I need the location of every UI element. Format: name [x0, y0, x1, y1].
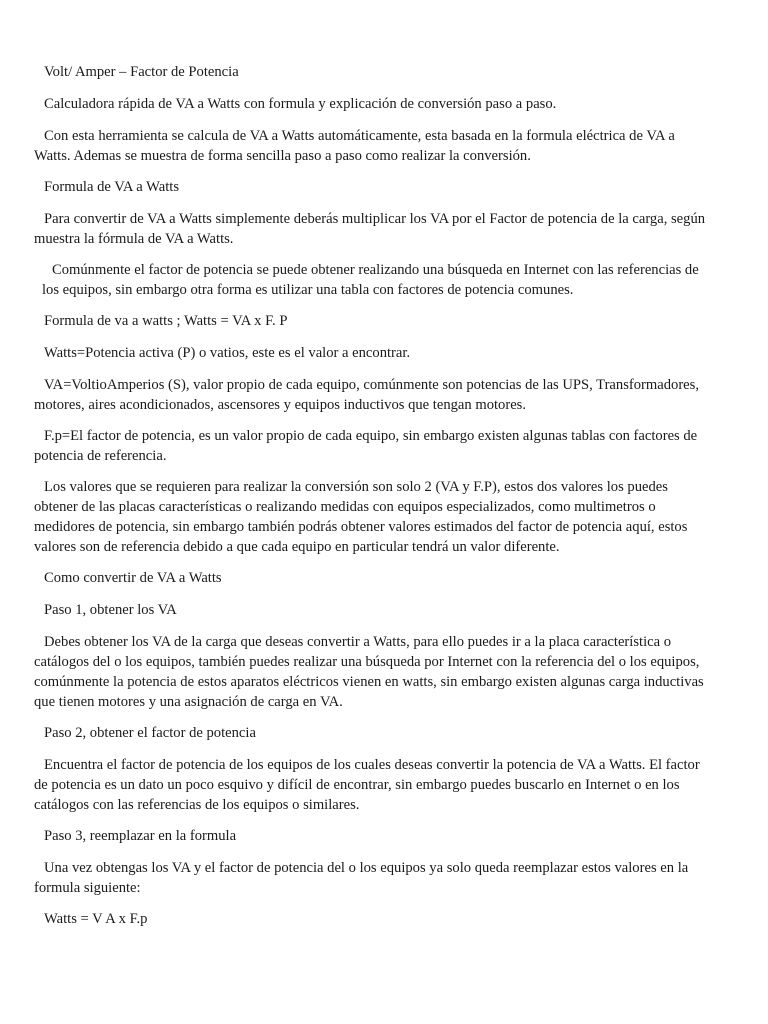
- step1-paragraph: Debes obtener los VA de la carga que deseas convertir a Watts, para ello puedes ir a la placa característica o catálogos del o los equipos, también puedes realizar una búsqueda por Internet con la referencia del o los equipos, comúnmente la potencia de estos aparatos eléctricos vienen en watts, sin embargo existen algunas carga inductivas que tienen motores y una asignación de carga en VA.: [34, 634, 704, 710]
- va-definition: VA=VoltioAmperios (S), valor propio de cada equipo, comúnmente son potencias de las UPS, Transformadores, motores, aires acondicionados, ascensores y equipos inductivos que tengan motores.: [34, 377, 699, 413]
- fp-definition: F.p=El factor de potencia, es un valor propio de cada equipo, sin embargo existen algunas tablas con factores de potencia de referencia.: [34, 428, 698, 464]
- document-title: Volt/ Amper – Factor de Potencia: [44, 64, 239, 80]
- step2-paragraph: Encuentra el factor de potencia de los equipos de los cuales deseas convertir la potencia de VA a Watts. El factor de potencia es un dato un poco esquivo y difícil de encontrar, sin embargo puedes buscarlo en Internet o en los catálogos con las referencias de los equipos o similares.: [34, 757, 700, 813]
- tool-description-paragraph: Con esta herramienta se calcula de VA a Watts automáticamente, esta basada en la formula eléctrica de VA a Watts. Ademas se muestra de forma sencilla paso a paso como realizar la conversión.: [34, 128, 675, 164]
- watts-definition: Watts=Potencia activa (P) o vatios, este es el valor a encontrar.: [44, 345, 411, 361]
- required-values-paragraph: Los valores que se requieren para realizar la conversión son solo 2 (VA y F.P), estos dos valores los puedes obtener de las placas características o realizando medidas con equipos especializados, como multimetros o medidores de potencia, sin embargo también podrás obtener valores estimados del factor de potencia aquí, estos valores son de referencia debido a que cada equipo en particular tendrá un valor diferente.: [34, 479, 688, 555]
- step3-heading: Paso 3, reemplazar en la formula: [44, 828, 237, 844]
- conversion-paragraph: Para convertir de VA a Watts simplemente deberás multiplicar los VA por el Factor de potencia de la carga, según muestra la fórmula de VA a Watts.: [34, 211, 706, 247]
- step3-paragraph: Una vez obtengas los VA y el factor de potencia del o los equipos ya solo queda reemplazar estos valores en la formula siguiente:: [34, 860, 689, 896]
- formula-heading: Formula de VA a Watts: [44, 179, 180, 195]
- power-factor-paragraph: Comúnmente el factor de potencia se puede obtener realizando una búsqueda en Internet con las referencias de los equipos, sin embargo otra forma es utilizar una tabla con factores de potencia comunes.: [42, 262, 699, 298]
- formula-line: Formula de va a watts ; Watts = VA x F. P: [44, 313, 288, 329]
- how-to-heading: Como convertir de VA a Watts: [44, 570, 222, 586]
- final-formula: Watts = V A x F.p: [44, 911, 148, 927]
- intro-paragraph: Calculadora rápida de VA a Watts con formula y explicación de conversión paso a paso.: [44, 96, 557, 112]
- step2-heading: Paso 2, obtener el factor de potencia: [44, 725, 256, 741]
- step1-heading: Paso 1, obtener los VA: [44, 602, 177, 618]
